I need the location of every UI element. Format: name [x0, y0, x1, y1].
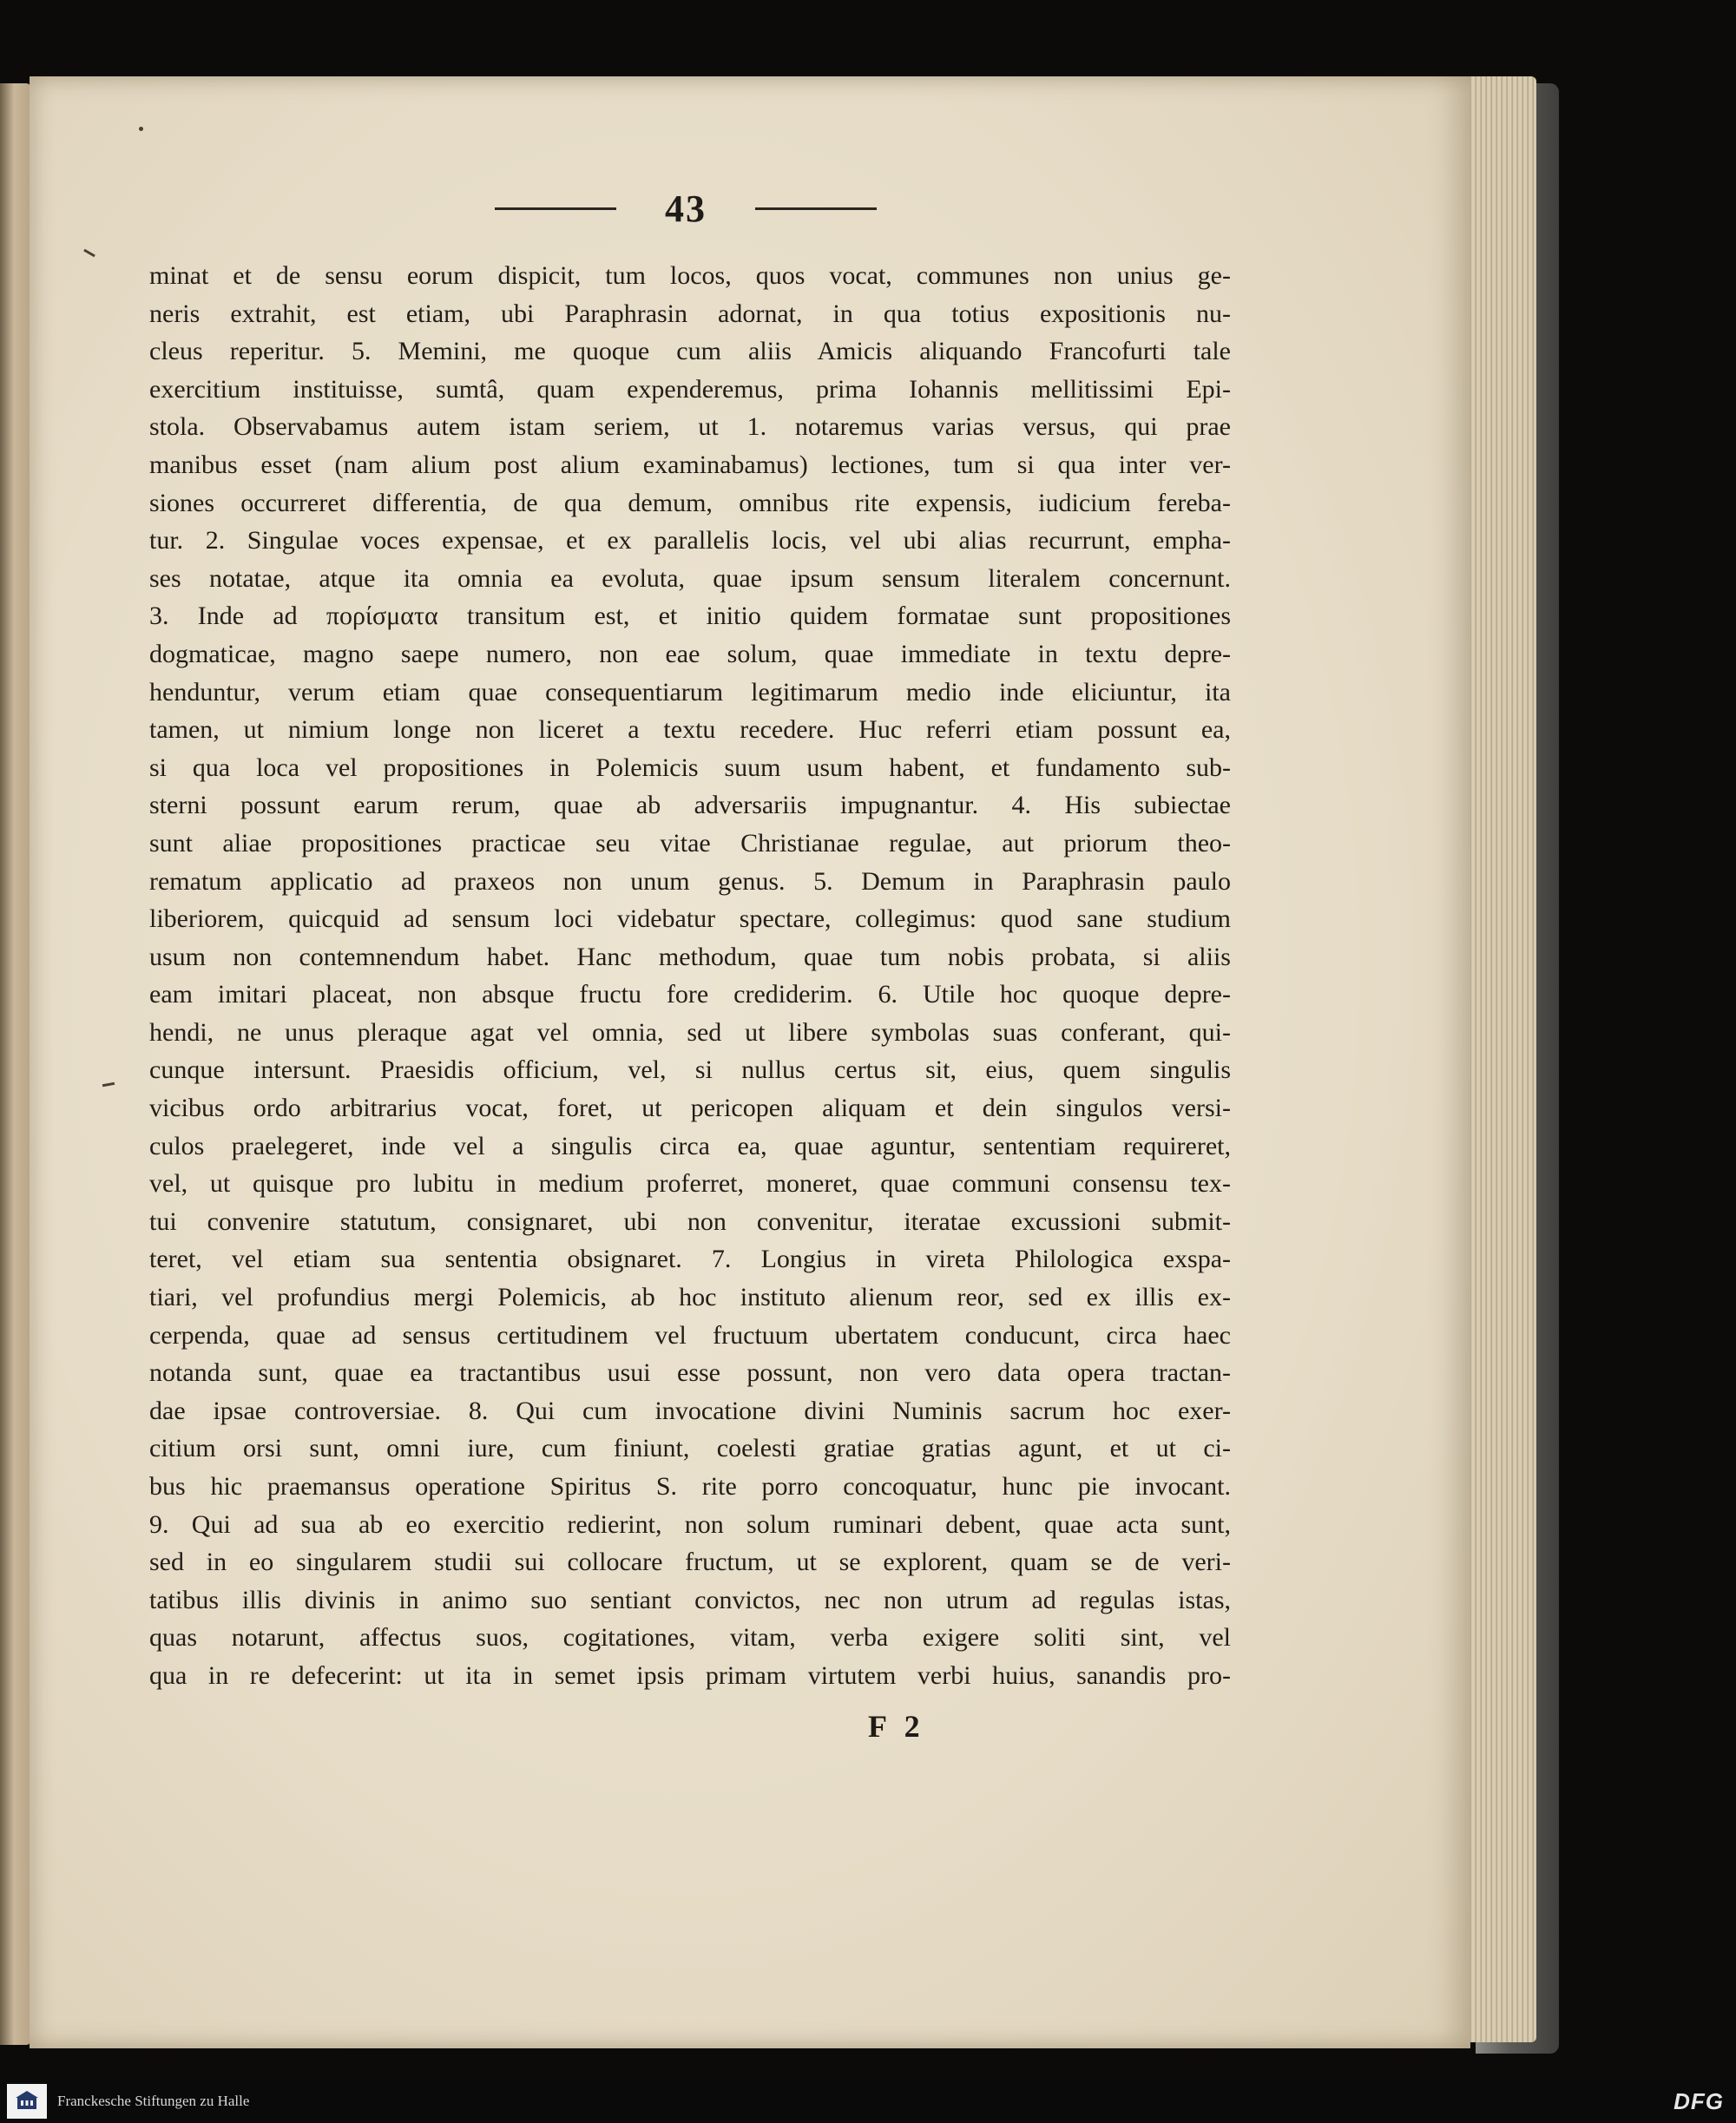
header-rule-right	[755, 207, 877, 210]
header-rule-left	[495, 207, 616, 210]
text-line: ses notatae, atque ita omnia ea evoluta, quae ipsum sensum literalem concernunt.	[149, 563, 1231, 593]
text-line: dae ipsae controversiae. 8. Qui cum invocatione divini Numinis sacrum hoc exer-	[149, 1396, 1231, 1425]
text-line: sterni possunt earum rerum, quae ab adversariis impugnantur. 4. His subiectae	[149, 791, 1231, 820]
margin-speck	[139, 127, 143, 131]
text-line: cunque intersunt. Praesidis officium, vel, si nullus certus sit, eius, quem singulis	[149, 1055, 1231, 1085]
signature-mark: F 2	[868, 1709, 925, 1744]
text-line: notanda sunt, quae ea tractantibus usui esse possunt, non vero data opera tractan-	[149, 1358, 1231, 1388]
text-line: tui convenire statutum, consignaret, ubi non convenitur, iteratae excussioni submit-	[149, 1206, 1231, 1236]
page-number: 43	[665, 187, 707, 230]
text-line: hendi, ne unus pleraque agat vel omnia, sed ut libere symbolas suas conferant, qui-	[149, 1017, 1231, 1047]
text-line: neris extrahit, est etiam, ubi Paraphrasin adornat, in qua totius expositionis nu-	[149, 299, 1231, 328]
page-header	[495, 181, 877, 236]
text-line: 3. Inde ad πορίσματα transitum est, et initio quidem formatae sunt propositiones	[149, 601, 1231, 631]
text-line: citium orsi sunt, omni iure, cum finiunt, coelesti gratiae gratias agunt, et ut ci-	[149, 1434, 1231, 1463]
text-line: siones occurreret differentia, de qua demum, omnibus rite expensis, iudicium fereba-	[149, 488, 1231, 517]
body-text	[149, 257, 1231, 1695]
footer-bar	[0, 2080, 1736, 2123]
text-line: vel, ut quisque pro lubitu in medium proferret, moneret, quae communi consensu tex-	[149, 1169, 1231, 1199]
text-line: liberiorem, quicquid ad sensum loci videbatur spectare, collegimus: quod sane studium	[149, 904, 1231, 934]
left-page-edge	[0, 83, 31, 2045]
text-line: 9. Qui ad sua ab eo exercitio redierint, non solum ruminari debent, quae acta sunt,	[149, 1509, 1231, 1539]
text-line: si qua loca vel propositiones in Polemicis suum usum habent, et fundamento sub-	[149, 753, 1231, 782]
text-line: cleus reperitur. 5. Memini, me quoque cum aliis Amicis aliquando Francofurti tale	[149, 337, 1231, 366]
dfg-logo: DFG	[1674, 2088, 1724, 2114]
text-line: tamen, ut nimium longe non liceret a textu recedere. Huc referri etiam possunt ea,	[149, 715, 1231, 745]
franckesche-stiftungen-logo-icon	[7, 2084, 47, 2119]
text-line: minat et de sensu eorum dispicit, tum locos, quos vocat, communes non unius ge-	[149, 261, 1231, 290]
text-line: cerpenda, quae ad sensus certitudinem vel fructuum ubertatem conducunt, circa haec	[149, 1320, 1231, 1350]
text-line: sed in eo singularem studii sui collocare fructum, ut se explorent, quam se de veri-	[149, 1548, 1231, 1577]
text-line: tiari, vel profundius mergi Polemicis, ab hoc instituto alienum reor, sed ex illis ex-	[149, 1283, 1231, 1312]
text-line: stola. Observabamus autem istam seriem, ut 1. notaremus varias versus, qui prae	[149, 412, 1231, 442]
text-line: sunt aliae propositiones practicae seu vitae Christianae regulae, aut priorum theo-	[149, 828, 1231, 858]
text-line: qua in re defecerint: ut ita in semet ipsis primam virtutem verbi huius, sanandis pro-	[149, 1660, 1231, 1690]
text-line: tur. 2. Singulae voces expensae, et ex parallelis locis, vel ubi alias recurrunt, empha-	[149, 526, 1231, 555]
text-line: rematum applicatio ad praxeos non unum genus. 5. Demum in Paraphrasin paulo	[149, 866, 1231, 896]
text-line: culos praelegeret, inde vel a singulis circa ea, quae aguntur, sententiam requireret,	[149, 1131, 1231, 1160]
text-line: bus hic praemansus operatione Spiritus S. rite porro concoquatur, hunc pie invocant.	[149, 1472, 1231, 1501]
institution-label: Franckesche Stiftungen zu Halle	[57, 2093, 250, 2109]
text-line: quas notarunt, affectus suos, cogitationes, vitam, verba exigere soliti sint, vel	[149, 1623, 1231, 1653]
text-line: usum non contemnendum habet. Hanc methodum, quae tum nobis probata, si aliis	[149, 942, 1231, 971]
text-line: tatibus illis divinis in animo suo sentiant convictos, nec non utrum ad regulas istas,	[149, 1585, 1231, 1614]
text-line: teret, vel etiam sua sententia obsignaret. 7. Longius in vireta Philologica exspa-	[149, 1245, 1231, 1274]
text-line: henduntur, verum etiam quae consequentiarum legitimarum medio inde eliciuntur, ita	[149, 677, 1231, 707]
text-line: eam imitari placeat, non absque fructu fore crediderim. 6. Utile hoc quoque depre-	[149, 980, 1231, 1009]
text-line: exercitium instituisse, sumtâ, quam expenderemus, prima Iohannis mellitissimi Epi-	[149, 374, 1231, 404]
text-line: dogmaticae, magno saepe numero, non eae solum, quae immediate in textu depre-	[149, 639, 1231, 668]
text-line: vicibus ordo arbitrarius vocat, foret, ut pericopen aliquam et dein singulos versi-	[149, 1094, 1231, 1123]
text-line: manibus esset (nam alium post alium examinabamus) lectiones, tum si qua inter ver-	[149, 450, 1231, 479]
